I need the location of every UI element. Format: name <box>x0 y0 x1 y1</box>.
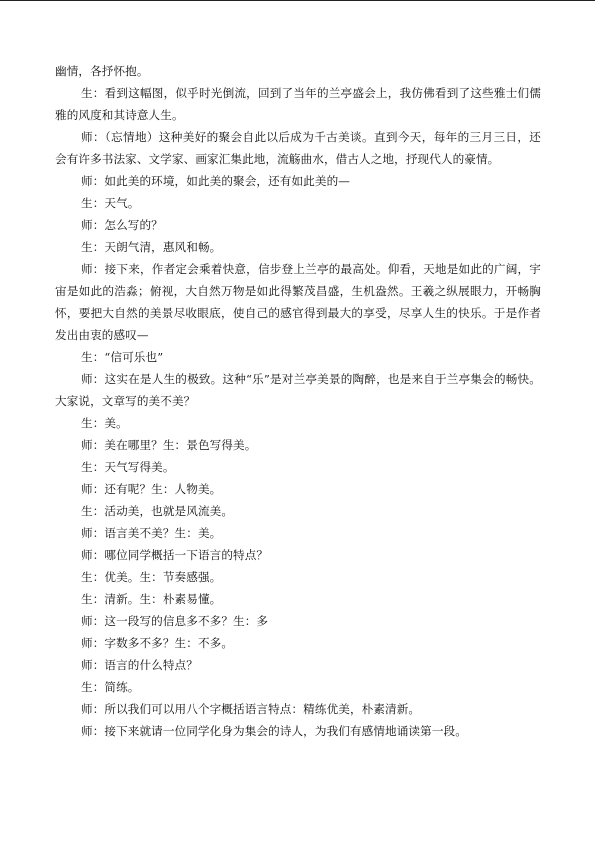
paragraph: 师：字数多不多？生：不多。 <box>81 636 234 650</box>
paragraph: 生：天气。 <box>81 196 140 210</box>
paragraph: 生：天气写得美。 <box>81 460 175 474</box>
paragraph: 师：（忘情地）这种美好的聚会自此以后成为千古美谈。直到今天，每年的三月三日，还会有许多书法家、文学家、画家汇集此地，流觞曲水，借古人之地，抒现代人的豪情。 <box>55 130 541 166</box>
paragraph: 师：接下来，作者定会乘着快意，信步登上兰亭的最高处。仰看，天地是如此的广阔，宇宙是如此的浩淼；俯视，大自然万物是如此得繁茂昌盛，生机盎然。王羲之纵展眼力，开畅胸怀，要把大自然的美景尽收眼底，使自己的感官得到最大的享受，尽享人生的快乐。于是作者发出由衷的感叹— <box>55 262 541 342</box>
paragraph: 生：简练。 <box>81 680 140 694</box>
paragraph: 幽情，各抒怀抱。 <box>55 64 149 78</box>
paragraph: 生：活动美，也就是风流美。 <box>81 504 234 518</box>
paragraph: 师：这实在是人生的极致。这种“乐”是对兰亭美景的陶醉，也是来自于兰亭集会的畅快。大家说，文章写的美不美？ <box>55 372 541 408</box>
paragraph: 师：所以我们可以用八个字概括语言特点：精练优美，朴素清新。 <box>81 702 421 716</box>
top-border-line <box>0 0 595 1</box>
paragraph: 生：天朗气清，惠风和畅。 <box>81 240 222 254</box>
paragraph: 师：如此美的环境，如此美的聚会，还有如此美的— <box>81 174 350 188</box>
paragraph: 师：哪位同学概括一下语言的特点？ <box>81 548 269 562</box>
paragraph: 师：语言美不美？生：美。 <box>81 526 222 540</box>
paragraph: 师：语言的什么特点？ <box>81 658 198 672</box>
paragraph: 生：清新。生：朴素易懂。 <box>81 592 222 606</box>
paragraph: 师：怎么写的？ <box>81 218 163 232</box>
paragraph: 师：还有呢？生：人物美。 <box>81 482 222 496</box>
paragraph: 生：美。 <box>81 416 128 430</box>
document-body <box>55 60 541 742</box>
paragraph: 生：“信可乐也” <box>81 350 164 364</box>
paragraph: 生：优美。生：节奏感强。 <box>81 570 222 584</box>
paragraph: 师：这一段写的信息多不多？生：多 <box>81 614 269 628</box>
paragraph: 师：接下来就请一位同学化身为集会的诗人，为我们有感情地诵读第一段。 <box>81 724 467 738</box>
paragraph: 生：看到这幅图，似乎时光倒流，回到了当年的兰亭盛会上，我仿佛看到了这些雅士们儒雅的风度和其诗意人生。 <box>55 86 541 122</box>
paragraph: 师：美在哪里？生：景色写得美。 <box>81 438 257 452</box>
